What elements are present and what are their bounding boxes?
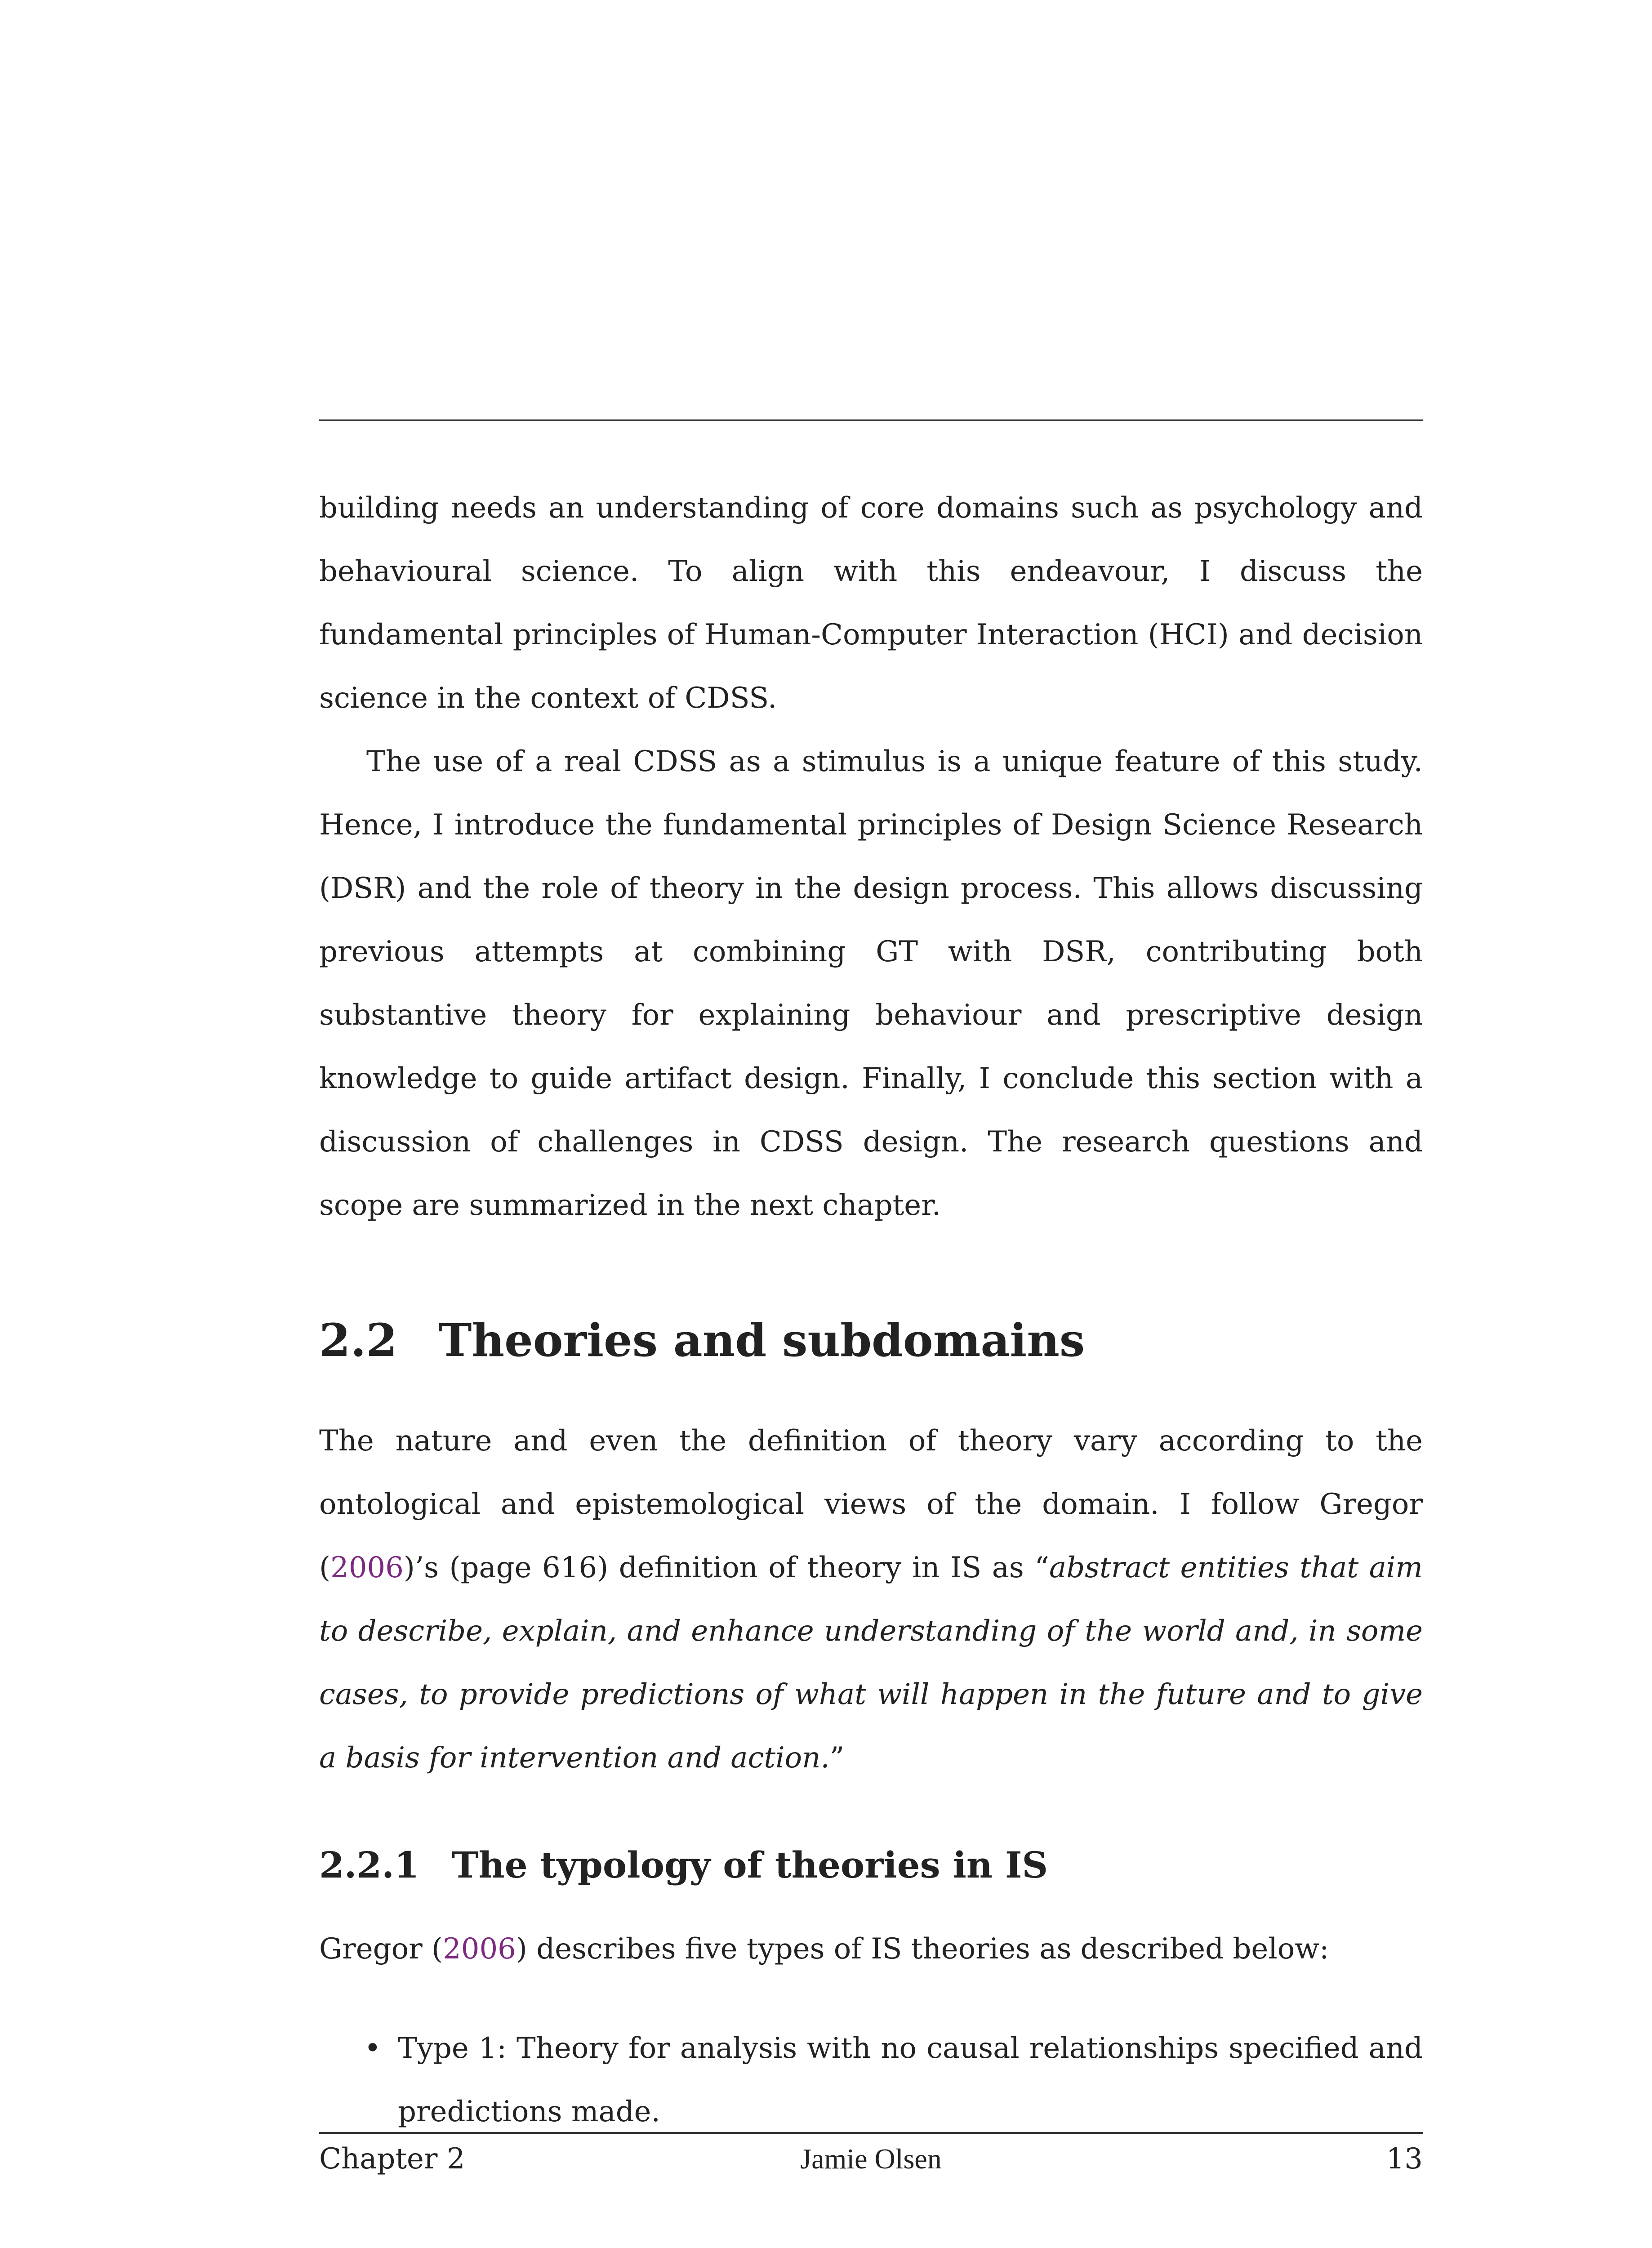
paragraph-dsr-intro: The use of a real CDSS as a stimulus is a unique feature of this study. Hence, I introduce the fundamental principles of Design Science Research (DSR) and the role of theory in the design process. This allows discussing previous attempts at combining GT with DSR, contributing both substantive theory for explaining behaviour and prescriptive design knowledge to guide artifact design. Finally, I conclude this section with a discussion of challenges in CDSS design. The research questions and scope are summarized in the next chapter. [319,745,1423,1222]
section-number: 2.2 [319,1314,397,1367]
citation-link[interactable]: 2006 [330,1551,404,1584]
page-footer [319,2142,1423,2187]
page-body [319,477,1423,2144]
section-paragraph [319,1409,1423,1790]
paragraph-continued: building needs an understanding of core domains such as psychology and behavioural science. To align with this endeavour, I discuss the fundamental principles of Human-Computer Interaction (HCI) and decision science in the context of CDSS. [319,491,1423,715]
bullet-icon: • [364,2032,381,2065]
text-run: Gregor ( [319,1932,443,1966]
text-run: ) describes five types of IS theories as described below: [516,1932,1329,1966]
subsection-paragraph [319,1918,1423,1981]
subsection-heading [319,1844,1423,1886]
page-number: 13 [1386,2142,1423,2176]
footer-rule [319,2132,1423,2134]
footer-author: Jamie Olsen [800,2143,942,2175]
subsection-number: 2.2.1 [319,1844,419,1886]
text-run: The nature and even the definition of theory vary according to the ontological and epistemological views of the domain. I follow Gregor ( [319,1424,1423,1584]
footer-chapter: Chapter 2 [319,2142,465,2176]
citation-link[interactable]: 2006 [443,1932,516,1966]
section-heading [319,1314,1423,1367]
list-item [319,2017,1423,2144]
text-run: )’s (page 616) definition of theory in IS as “ [403,1551,1050,1584]
text-run: ” [829,1741,845,1775]
quote-text: abstract entities that aim to describe, explain, and enhance understanding of the world and, in some cases, to provide predictions of what will happen in the future and to give a basis for intervention and action. [319,1551,1423,1775]
section-title: Theories and subdomains [438,1314,1085,1367]
subsection-title: The typology of theories in IS [452,1844,1048,1886]
theory-type-list [319,2017,1423,2144]
header-rule [319,419,1423,421]
list-item-text: Type 1: Theory for analysis with no causal relationships specified and predictions made. [398,2032,1423,2128]
